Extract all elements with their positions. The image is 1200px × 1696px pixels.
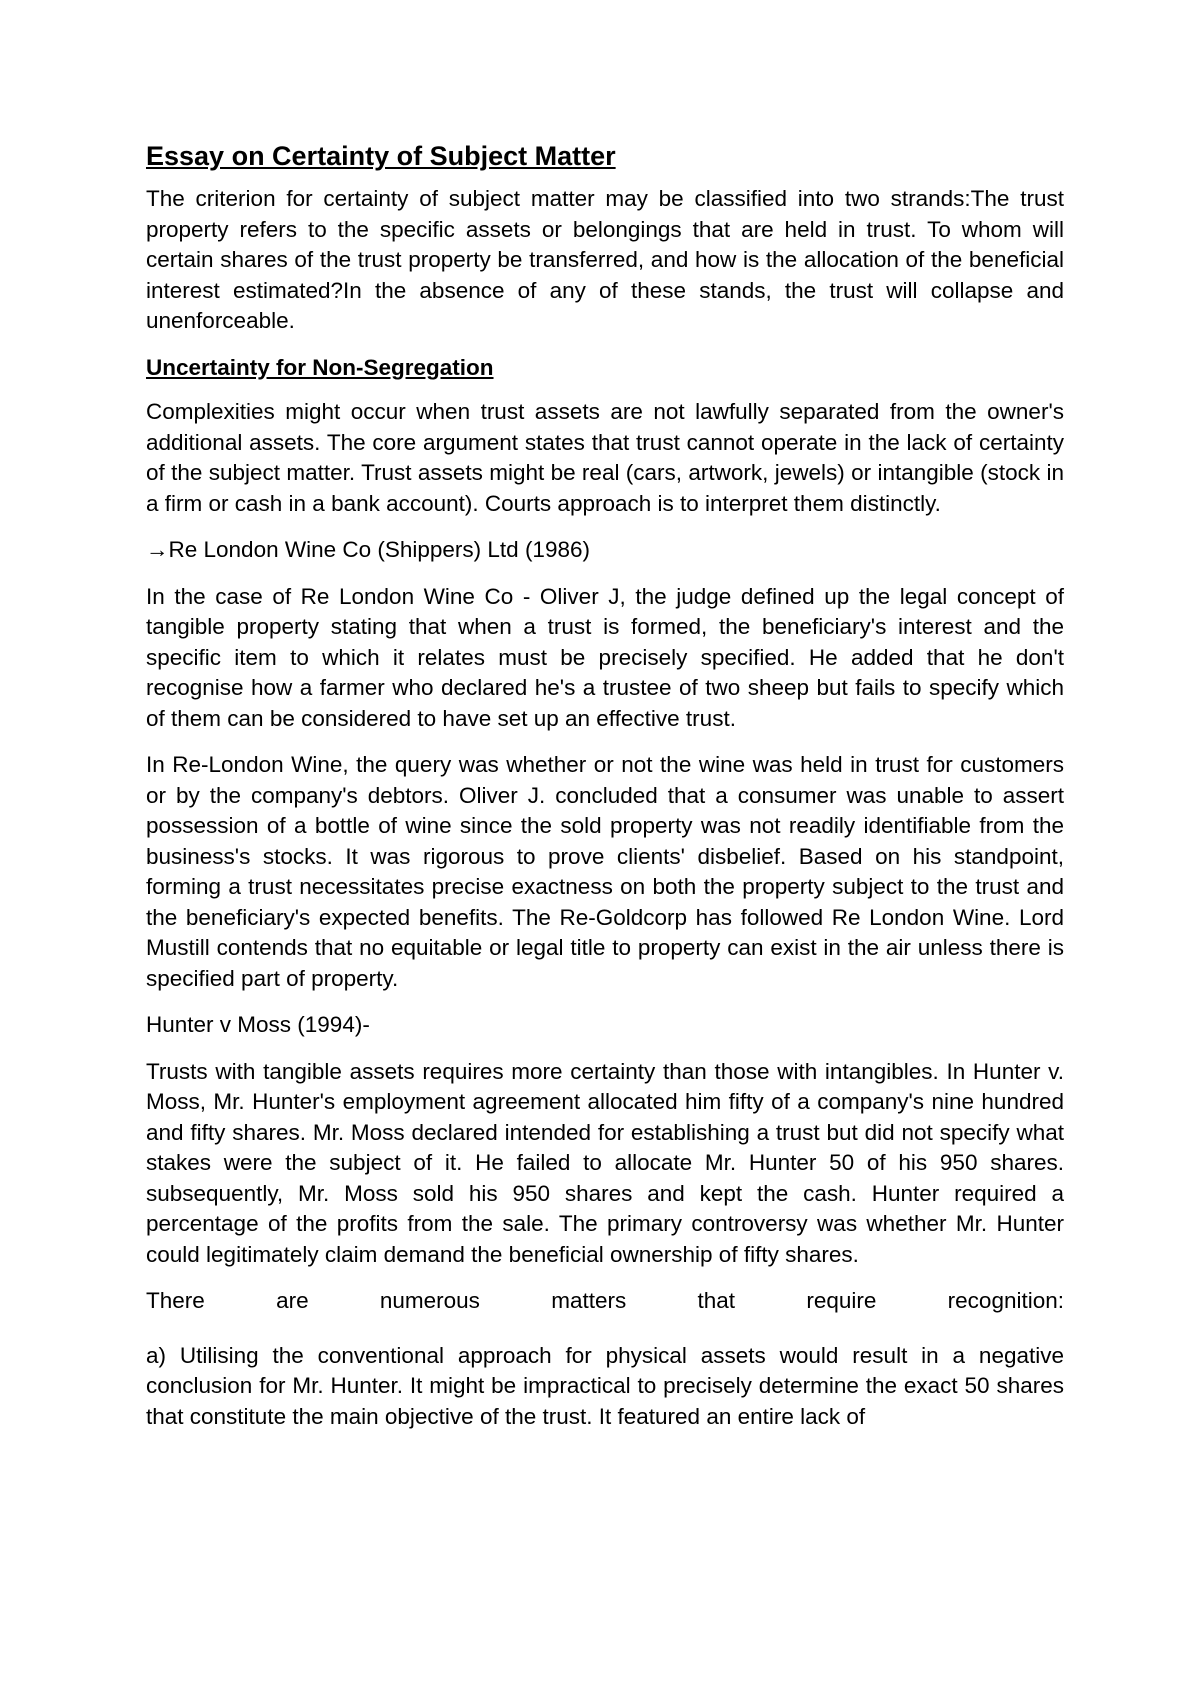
matters-line: There are numerous matters that require recognition: — [146, 1288, 1064, 1313]
complexities-paragraph: Complexities might occur when trust assets are not lawfully separated from the owner's additional assets. The core argument states that trust cannot operate in the lack of certainty of the subject matter. Trust assets might be real (cars, artwork, jewels) or intangible (stock in a firm or cash in a bank account). Courts approach is to interpret them distinctly. — [146, 399, 1064, 516]
london-wine-paragraph-1: In the case of Re London Wine Co - Oliver J, the judge defined up the legal concept of tangible property stating that when a trust is formed, the beneficiary's interest and the specific item to which it relates must be precisely specified. He added that he don't recognise how a farmer who declared he's a trustee of two sheep but fails to specify which of them can be considered to have set up an effective trust. — [146, 583, 1064, 731]
point-a-paragraph: a) Utilising the conventional approach for physical assets would result in a negative conclusion for Mr. Hunter. It might be impractical to precisely determine the exact 50 shares that constitute the main objective of the trust. It featured an entire lack of — [146, 1342, 1064, 1429]
intro-paragraph: The criterion for certainty of subject matter may be classified into two strands:The trust property refers to the specific assets or belongings that are held in trust. To whom will certain shares of the trust property be transferred, and how is the allocation of the beneficial interest estimated?In the absence of any of these stands, the trust will collapse and unenforceable. — [146, 186, 1064, 333]
hunter-moss-paragraph: Trusts with tangible assets requires more certainty than those with intangibles. In Hunter v. Moss, Mr. Hunter's employment agreement allocated him fifty of a company's nine hundred and fifty shares. Mr. Moss declared intended for establishing a trust but did not specify what stakes were the subject of it. He failed to allocate Mr. Hunter 50 of his 950 shares. subsequently, Mr. Moss sold his 950 shares and kept the cash. Hunter required a percentage of the profits from the sale. The primary controversy was whether Mr. Hunter could legitimately claim demand the beneficial ownership of fifty shares. — [146, 1058, 1064, 1267]
section-heading-non-segregation: Uncertainty for Non-Segregation — [146, 354, 494, 380]
london-wine-paragraph-2: In Re-London Wine, the query was whether or not the wine was held in trust for customers or by the company's debtors. Oliver J. concluded that a consumer was unable to assert possession of a bottle of wine since the sold property was not readily identifiable from the business's stocks. It was rigorous to prove clients' disbelief. Based on his standpoint, forming a trust necessitates precise exactness on both the property subject to the trust and the beneficiary's expected benefits. The Re-Goldcorp has followed Re London Wine. Lord Mustill contends that no equitable or legal title to property can exist in the air unless there is specified part of property. — [146, 752, 1064, 991]
case-title-hunter-moss: Hunter v Moss (1994)- — [146, 1012, 370, 1037]
case-title-london-wine: →Re London Wine Co (Shippers) Ltd (1986) — [146, 537, 590, 562]
document-body — [146, 138, 1064, 1448]
page-title: Essay on Certainty of Subject Matter — [146, 141, 616, 171]
